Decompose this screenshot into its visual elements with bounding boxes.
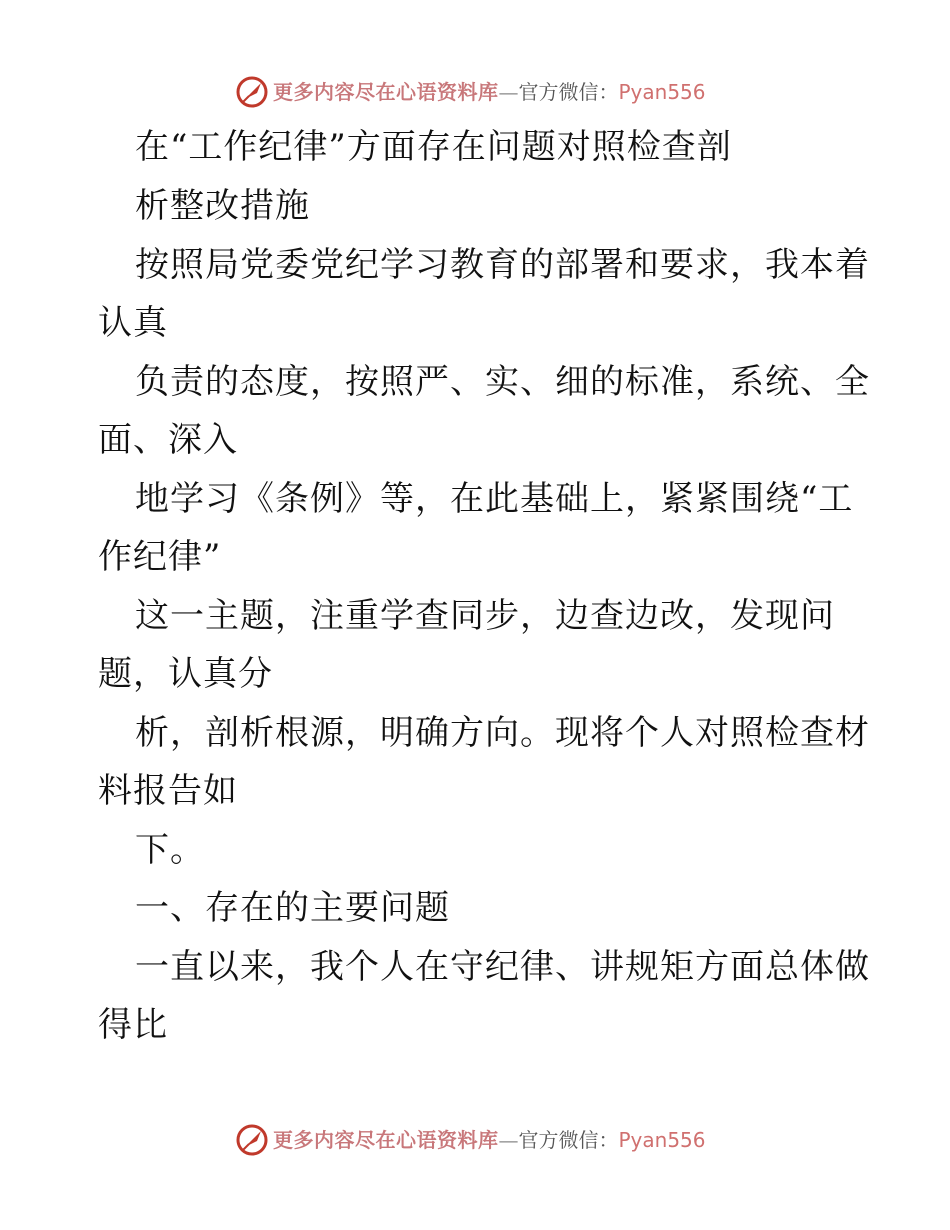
footer-watermark [0,1120,950,1160]
title-line-2: 析整改措施 [135,186,310,226]
watermark-site-text: 更多内容尽在心语资料库 [273,80,499,104]
paragraph-line: 认真 [98,303,168,343]
paragraph-line: 地学习《条例》等，在此基础上，紧紧围绕“工 [135,479,854,519]
watermark-label: 官方微信： [518,1128,619,1152]
header-watermark [0,72,950,112]
paragraph-line: 作纪律” [98,537,222,577]
watermark-separator: — [498,80,519,104]
paragraph-line: 一直以来，我个人在守纪律、讲规矩方面总体做 [135,947,870,987]
paragraph-line: 下。 [135,830,205,870]
paragraph-line: 面、深入 [98,420,238,460]
watermark-label: 官方微信： [518,80,619,104]
section-heading: 一、存在的主要问题 [135,888,450,928]
paragraph-line: 料报告如 [98,771,238,811]
paragraph-line: 负责的态度，按照严、实、细的标准，系统、全 [135,362,870,402]
paragraph-line: 析，剖析根源，明确方向。现将个人对照检查材 [135,713,870,753]
paragraph-line: 得比 [98,1005,168,1045]
watermark-account: Pyan556 [618,1128,706,1152]
watermark-account: Pyan556 [618,80,706,104]
title-line-1: 在“工作纪律”方面存在问题对照检查剖 [135,127,732,167]
paragraph-line: 这一主题，注重学查同步，边查边改，发现问 [135,596,835,636]
paragraph-line: 按照局党委党纪学习教育的部署和要求，我本着 [135,245,870,285]
watermark-separator: — [498,1128,519,1152]
watermark-site-text: 更多内容尽在心语资料库 [273,1128,499,1152]
quill-logo-icon [235,75,269,109]
quill-logo-icon [235,1123,269,1157]
paragraph-line: 题，认真分 [98,654,273,694]
